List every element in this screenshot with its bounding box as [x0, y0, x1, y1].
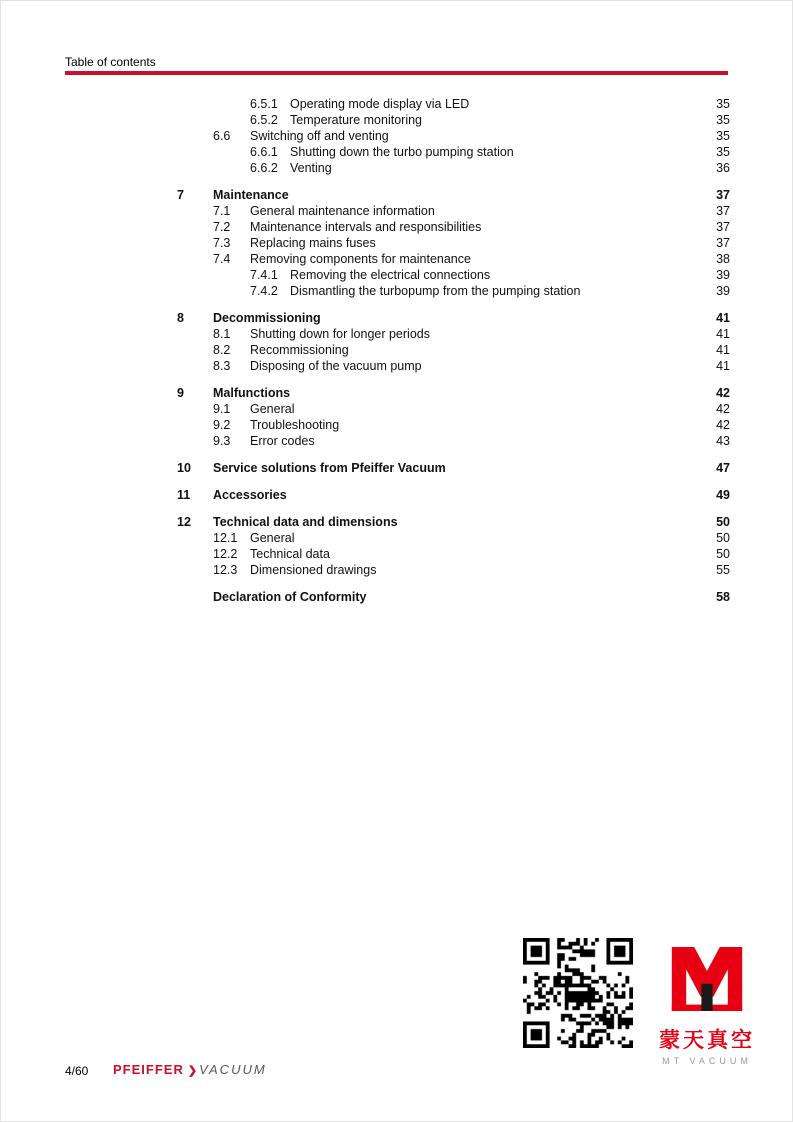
toc-entry-page: 41 — [716, 311, 730, 325]
toc-entry — [177, 562, 730, 578]
toc-entry — [177, 433, 730, 449]
toc-entry-number: 6.6.2 — [250, 161, 278, 175]
mt-vacuum-logo-icon — [667, 937, 747, 1021]
toc-entry-page: 39 — [716, 284, 730, 298]
toc-entry-page: 35 — [716, 129, 730, 143]
toc-entry — [177, 460, 730, 476]
toc-entry-page: 42 — [716, 386, 730, 400]
toc-entry — [177, 187, 730, 203]
toc-entry-title: Venting — [290, 161, 332, 175]
vacuum-wordmark: VACUUM — [199, 1062, 267, 1077]
toc-entry-page: 37 — [716, 220, 730, 234]
toc-entry-number: 6.6.1 — [250, 145, 278, 159]
toc-entry-number: 12.3 — [213, 563, 238, 577]
toc-entry-number: 12 — [177, 515, 191, 529]
toc-entry-number: 7 — [177, 188, 184, 202]
header-divider — [65, 71, 728, 75]
toc-entry-page: 50 — [716, 547, 730, 561]
toc-entry-page: 47 — [716, 461, 730, 475]
toc-entry — [177, 342, 730, 358]
toc-entry — [177, 589, 730, 605]
toc-entry — [177, 310, 730, 326]
toc-entry-page: 43 — [716, 434, 730, 448]
toc-entry — [177, 326, 730, 342]
toc-entry-title: Accessories — [213, 488, 287, 502]
toc-entry-number: 8.1 — [213, 327, 231, 341]
toc-entry-number: 7.2 — [213, 220, 231, 234]
toc-entry-title: Temperature monitoring — [290, 113, 423, 127]
toc-entry — [177, 283, 730, 299]
toc-entry-title: Technical data and dimensions — [213, 515, 398, 529]
toc-entry — [177, 417, 730, 433]
toc-entry-title: Removing the electrical connections — [290, 268, 491, 282]
toc-entry-number: 7.1 — [213, 204, 231, 218]
toc-entry-title: Shutting down for longer periods — [250, 327, 430, 341]
toc-entry — [177, 235, 730, 251]
chevron-icon: ❯ — [187, 1065, 198, 1077]
toc-entry-title: Dismantling the turbopump from the pumping station — [290, 284, 581, 298]
page-header-title: Table of contents — [65, 55, 156, 69]
logo-center-bar — [701, 984, 712, 1011]
toc-entry-title: Maintenance intervals and responsibilities — [250, 220, 482, 234]
toc-entry-page: 39 — [716, 268, 730, 282]
toc-entry-title: Service solutions from Pfeiffer Vacuum — [213, 461, 446, 475]
pfeiffer-wordmark: PFEIFFER — [113, 1062, 184, 1077]
toc-entry-title: Disposing of the vacuum pump — [250, 359, 422, 373]
toc-entry — [177, 144, 730, 160]
toc-entry-number: 9.1 — [213, 402, 231, 416]
toc-entry-number: 9.2 — [213, 418, 231, 432]
toc-entry-title: Operating mode display via LED — [290, 97, 470, 111]
toc-entry-page: 38 — [716, 252, 730, 266]
toc-entry-title: General — [250, 531, 295, 545]
toc-entry-number: 9.3 — [213, 434, 231, 448]
toc-entry-title: Troubleshooting — [250, 418, 340, 432]
toc-entry-number: 9 — [177, 386, 184, 400]
toc-entry-number: 8.2 — [213, 343, 231, 357]
toc-entry-page: 55 — [716, 563, 730, 577]
toc-entry-title: Replacing mains fuses — [250, 236, 376, 250]
toc-entry — [177, 514, 730, 530]
toc-list — [177, 96, 730, 605]
toc-entry-page: 37 — [716, 204, 730, 218]
toc-entry-number: 10 — [177, 461, 191, 475]
toc-entry-number: 12.1 — [213, 531, 238, 545]
toc-entry — [177, 160, 730, 176]
toc-entry-page: 36 — [716, 161, 730, 175]
toc-entry-page: 35 — [716, 113, 730, 127]
toc-entry — [177, 358, 730, 374]
toc-entry-page: 41 — [716, 359, 730, 373]
toc-entry-title: Error codes — [250, 434, 315, 448]
toc-entry-page: 37 — [716, 188, 730, 202]
mt-vacuum-latin-name: MT VACUUM — [662, 1056, 752, 1066]
toc-entry-title: Switching off and venting — [250, 129, 389, 143]
mt-vacuum-chinese-name: 蒙天真空 — [659, 1029, 755, 1052]
toc-entry — [177, 530, 730, 546]
toc-entry-number — [177, 589, 213, 605]
toc-entry-number: 6.5.1 — [250, 97, 278, 111]
toc-entry-title: General — [250, 402, 295, 416]
qr-code — [523, 938, 633, 1048]
toc-entry — [177, 203, 730, 219]
toc-entry-title: General maintenance information — [250, 204, 435, 218]
toc-entry-number: 7.4 — [213, 252, 231, 266]
toc-entry — [177, 487, 730, 503]
toc-entry-title: Decommissioning — [213, 311, 321, 325]
toc-entry — [177, 267, 730, 283]
toc-entry-page: 41 — [716, 343, 730, 357]
toc-entry-number: 6.5.2 — [250, 113, 278, 127]
toc-entry-number: 8.3 — [213, 359, 231, 373]
toc-entry — [177, 219, 730, 235]
toc-entry — [177, 385, 730, 401]
toc-entry — [177, 251, 730, 267]
toc-entry-title: Recommissioning — [250, 343, 349, 357]
toc-entry-number: 7.4.1 — [250, 268, 278, 282]
toc-entry-number: 12.2 — [213, 547, 238, 561]
pfeiffer-vacuum-logo — [113, 1062, 267, 1077]
toc-entry-page: 49 — [716, 488, 730, 502]
toc-entry-number: 11 — [177, 488, 191, 502]
toc-entry-page: 50 — [716, 515, 730, 529]
toc-entry-page: 58 — [716, 590, 730, 604]
toc-entry-page: 42 — [716, 418, 730, 432]
toc-entry-number: 6.6 — [213, 129, 231, 143]
toc-entry-title: Technical data — [250, 547, 330, 561]
toc-entry — [177, 546, 730, 562]
toc-entry-page: 37 — [716, 236, 730, 250]
toc-entry-page: 42 — [716, 402, 730, 416]
toc-entry-title: Dimensioned drawings — [250, 563, 377, 577]
toc-entry — [177, 401, 730, 417]
toc-entry-number: 8 — [177, 311, 184, 325]
toc-entry-page: 41 — [716, 327, 730, 341]
toc-entry-page: 35 — [716, 97, 730, 111]
toc-entry — [177, 128, 730, 144]
toc-entry-title: Removing components for maintenance — [250, 252, 471, 266]
toc-entry-title: Malfunctions — [213, 386, 291, 400]
toc-entry-number: 7.4.2 — [250, 284, 278, 298]
toc-entry-page: 50 — [716, 531, 730, 545]
toc-entry-number: 7.3 — [213, 236, 231, 250]
toc-entry-title: Maintenance — [213, 188, 289, 202]
page-number-indicator: 4/60 — [65, 1064, 89, 1078]
toc-entry — [177, 96, 730, 112]
toc-entry — [177, 112, 730, 128]
toc-entry-title: Declaration of Conformity — [213, 590, 367, 604]
toc-entry-page: 35 — [716, 145, 730, 159]
toc-entry-title: Shutting down the turbo pumping station — [290, 145, 514, 159]
